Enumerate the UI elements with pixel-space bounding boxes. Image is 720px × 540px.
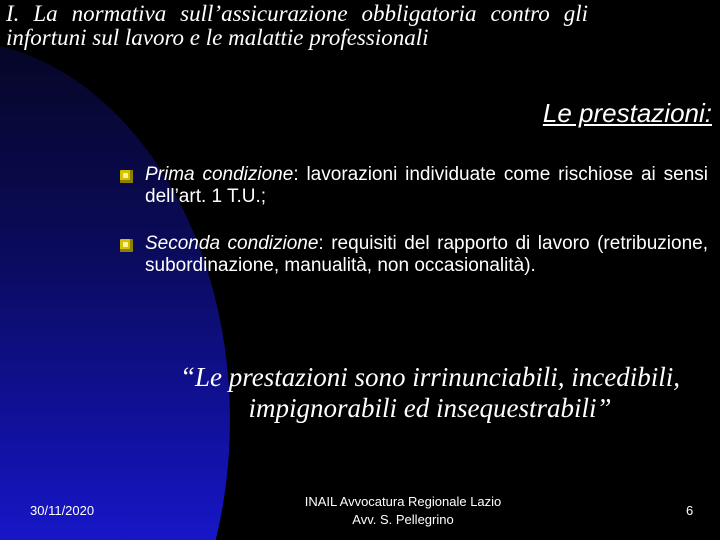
slide-title: I. La normativa sull’assicurazione obbligatoria contro gli infortuni sul lavoro e le malattie professionali	[6, 1, 588, 50]
slide-subtitle: Le prestazioni:	[542, 98, 712, 128]
footer-author: Avv. S. Pellegrino	[352, 512, 454, 527]
footer-center	[268, 493, 538, 529]
square-bullet-icon	[120, 170, 133, 183]
bullet-text: : lavorazioni individuate come rischiose ai sensi dell’art. 1 T.U.;	[145, 164, 708, 207]
square-bullet-icon	[120, 239, 133, 252]
bullet-emphasis: Seconda condizione	[145, 233, 319, 254]
bullet-list	[118, 164, 708, 302]
bullet-item-1	[118, 164, 708, 208]
page-number: 6	[686, 503, 694, 518]
footer-date: 30/11/2020	[30, 503, 95, 518]
quote-text: “Le prestazioni sono irrinunciabili, incedibili, impignorabili ed insequestrabili”	[179, 362, 680, 423]
bullet-item-2	[118, 233, 708, 277]
footer-organization: INAIL Avvocatura Regionale Lazio	[304, 494, 502, 509]
bullet-emphasis: Prima condizione	[145, 164, 294, 185]
bullet-text: : requisiti del rapporto di lavoro (retribuzione, subordinazione, manualità, non occasionalità).	[145, 233, 708, 276]
